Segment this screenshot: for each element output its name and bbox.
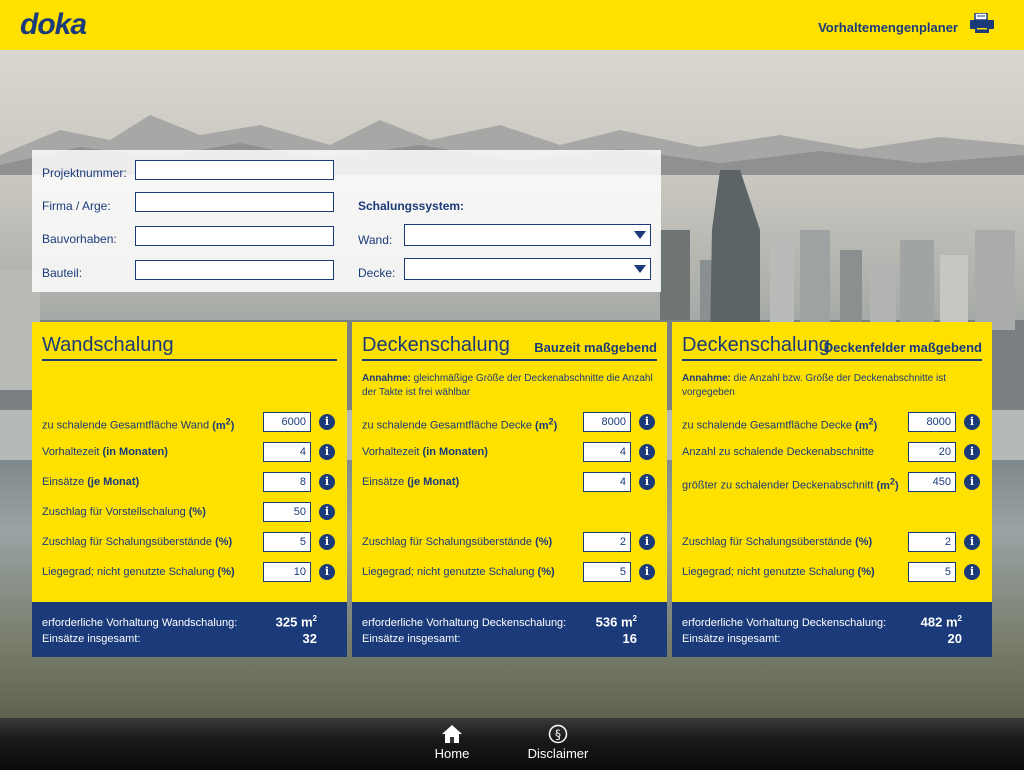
decke1-row-gesamtflaeche xyxy=(362,412,657,434)
row-label: Zuschlag für Vorstellschalung xyxy=(42,506,186,518)
wand-label: Wand: xyxy=(358,233,393,247)
result-number: 482 xyxy=(920,614,943,630)
row-unit: (in Monaten) xyxy=(102,446,168,458)
result-number: 536 xyxy=(595,614,618,630)
info-icon[interactable]: i xyxy=(319,414,335,430)
info-icon[interactable]: i xyxy=(319,504,335,520)
info-icon[interactable]: i xyxy=(639,474,655,490)
annahme-note xyxy=(362,372,657,400)
result-wandschalung xyxy=(32,602,347,657)
info-icon[interactable]: i xyxy=(964,564,980,580)
panel-deckenschalung-deckenfelder xyxy=(672,322,992,602)
unit-sup: 2 xyxy=(868,416,874,426)
decke1-row-einsaetze xyxy=(362,472,657,494)
decke2-row-gesamtflaeche xyxy=(682,412,982,434)
wand-row-vorhaltezeit xyxy=(42,442,337,464)
wand-row-einsaetze xyxy=(42,472,337,494)
einsaetze-label: Einsätze insgesamt: xyxy=(42,633,141,645)
row-label: zu schalende Gesamtfläche Decke xyxy=(682,419,852,432)
decke2-row-anzahl xyxy=(682,442,982,464)
projektnummer-label: Projektnummer: xyxy=(42,166,127,180)
wand-vorhaltezeit-input[interactable]: 4 xyxy=(263,442,311,462)
einsaetze-value: 20 xyxy=(947,631,962,646)
wand-vorstellschalung-input[interactable]: 50 xyxy=(263,502,311,522)
footer-tabbar xyxy=(0,718,1024,770)
tab-home-label: Home xyxy=(434,746,470,761)
result-unit: m xyxy=(620,614,633,630)
row-unit: (%) xyxy=(857,566,875,578)
paragraph-icon xyxy=(548,724,568,744)
info-icon[interactable]: i xyxy=(319,474,335,490)
note-text: gleichmäßige Größe der Deckenabschnitte die Anzahl der Takte ist frei wählbar xyxy=(362,373,653,398)
unit-sup: 2 xyxy=(548,416,554,426)
row-unit: (%) xyxy=(215,536,233,548)
panel-subtitle: Deckenfelder maßgebend xyxy=(823,340,982,355)
decke1-ueberstaende-input[interactable]: 2 xyxy=(583,532,631,552)
decke2-row-ueberstaende xyxy=(682,532,982,554)
einsaetze-label: Einsätze insgesamt: xyxy=(362,633,461,645)
info-icon[interactable]: i xyxy=(964,534,980,550)
wand-einsaetze-input[interactable]: 8 xyxy=(263,472,311,492)
row-unit: (%) xyxy=(855,536,873,548)
decke1-einsaetze-input[interactable]: 4 xyxy=(583,472,631,492)
info-icon[interactable]: i xyxy=(319,564,335,580)
panel-title: Wandschalung xyxy=(42,334,174,356)
unit-post: ) xyxy=(230,419,235,432)
panel-divider xyxy=(42,359,337,361)
info-icon[interactable]: i xyxy=(639,444,655,460)
decke1-liegegrad-input[interactable]: 5 xyxy=(583,562,631,582)
wand-row-vorstellschalung xyxy=(42,502,337,524)
bauvorhaben-input[interactable] xyxy=(135,226,334,246)
decke1-row-ueberstaende xyxy=(362,532,657,554)
info-icon[interactable]: i xyxy=(319,534,335,550)
row-label: Liegegrad; nicht genutzte Schalung xyxy=(682,566,855,578)
firma-label: Firma / Arge: xyxy=(42,199,111,213)
wand-row-ueberstaende xyxy=(42,532,337,554)
info-icon[interactable]: i xyxy=(964,444,980,460)
decke2-liegegrad-input[interactable]: 5 xyxy=(908,562,956,582)
note-bold: Annahme: xyxy=(682,373,731,384)
annahme-note xyxy=(682,372,982,400)
decke2-gesamtflaeche-input[interactable]: 8000 xyxy=(908,412,956,432)
unit-pre: (m xyxy=(855,419,869,432)
row-label: Zuschlag für Schalungsüberstände xyxy=(362,536,532,548)
bauteil-input[interactable] xyxy=(135,260,334,280)
panel-title: Deckenschalung xyxy=(682,334,830,356)
info-icon[interactable]: i xyxy=(964,474,980,490)
decke1-gesamtflaeche-input[interactable]: 8000 xyxy=(583,412,631,432)
row-unit: (in Monaten) xyxy=(422,446,488,458)
wand-liegegrad-input[interactable]: 10 xyxy=(263,562,311,582)
result-deckenschalung-deckenfelder xyxy=(672,602,992,657)
wand-gesamtflaeche-input[interactable]: 6000 xyxy=(263,412,311,432)
result-label: erforderliche Vorhaltung Wandschalung: xyxy=(42,617,238,629)
info-icon[interactable]: i xyxy=(639,534,655,550)
decke2-row-groesster-abschnitt xyxy=(682,472,982,494)
row-label: zu schalende Gesamtfläche Decke xyxy=(362,419,532,432)
panel-title: Deckenschalung xyxy=(362,334,510,356)
row-label: Zuschlag für Schalungsüberstände xyxy=(42,536,212,548)
row-unit: (je Monat) xyxy=(407,476,460,488)
panel-subtitle: Bauzeit maßgebend xyxy=(534,340,657,355)
home-icon xyxy=(441,724,463,744)
note-text: die Anzahl bzw. Größe der Deckenabschnitte ist vorgegeben xyxy=(682,373,947,398)
result-value xyxy=(276,614,317,629)
result-value xyxy=(596,614,637,629)
result-unit-sup: 2 xyxy=(957,614,962,623)
unit-post: ) xyxy=(873,419,878,432)
app-title: Vorhaltemengenplaner xyxy=(818,20,958,35)
unit-post: ) xyxy=(553,419,558,432)
row-unit: (%) xyxy=(537,566,555,578)
decke-select[interactable] xyxy=(404,258,651,280)
wand-select[interactable] xyxy=(404,224,651,246)
row-label: Einsätze xyxy=(362,476,405,488)
result-value xyxy=(921,614,962,629)
decke2-row-liegegrad xyxy=(682,562,982,584)
app-header xyxy=(0,0,1024,50)
info-icon[interactable]: i xyxy=(639,564,655,580)
row-unit: (je Monat) xyxy=(87,476,140,488)
bauvorhaben-label: Bauvorhaben: xyxy=(42,232,117,246)
wand-row-gesamtflaeche xyxy=(42,412,337,434)
decke1-vorhaltezeit-input[interactable]: 4 xyxy=(583,442,631,462)
row-unit: (%) xyxy=(535,536,553,548)
decke1-row-liegegrad xyxy=(362,562,657,584)
row-label: zu schalende Gesamtfläche Wand xyxy=(42,419,210,432)
row-label: Liegegrad; nicht genutzte Schalung xyxy=(42,566,215,578)
panel-divider xyxy=(362,359,657,361)
unit-pre: (m xyxy=(212,419,226,432)
tab-disclaimer-label: Disclaimer xyxy=(527,746,589,761)
panel-divider xyxy=(682,359,982,361)
result-label: erforderliche Vorhaltung Deckenschalung: xyxy=(362,617,567,629)
firma-input[interactable] xyxy=(135,192,334,212)
row-label: Einsätze xyxy=(42,476,85,488)
tab-disclaimer[interactable] xyxy=(526,724,590,761)
info-icon[interactable]: i xyxy=(964,414,980,430)
info-icon[interactable]: i xyxy=(639,414,655,430)
decke1-row-vorhaltezeit xyxy=(362,442,657,464)
projektnummer-input[interactable] xyxy=(135,160,334,180)
result-deckenschalung-bauzeit xyxy=(352,602,667,657)
result-number: 325 xyxy=(275,614,298,630)
result-label: erforderliche Vorhaltung Deckenschalung: xyxy=(682,617,887,629)
unit-post: ) xyxy=(895,479,899,492)
result-unit: m xyxy=(945,614,958,630)
printer-icon[interactable] xyxy=(970,13,994,33)
einsaetze-label: Einsätze insgesamt: xyxy=(682,633,781,645)
unit-sup: 2 xyxy=(225,416,231,426)
einsaetze-value: 32 xyxy=(302,631,317,646)
wand-row-liegegrad xyxy=(42,562,337,584)
row-unit: (%) xyxy=(217,566,235,578)
svg-text:§: § xyxy=(555,727,561,742)
result-unit-sup: 2 xyxy=(632,614,637,623)
decke2-groesster-abschnitt-input[interactable]: 450 xyxy=(908,472,956,492)
decke2-anzahl-input[interactable]: 20 xyxy=(908,442,956,462)
row-label: Zuschlag für Schalungsüberstände xyxy=(682,536,852,548)
doka-logo[interactable]: doka xyxy=(20,8,87,41)
row-label: Vorhaltezeit xyxy=(362,446,420,458)
schalungssystem-title: Schalungssystem: xyxy=(358,199,465,213)
wand-ueberstaende-input[interactable]: 5 xyxy=(263,532,311,552)
unit-sup: 2 xyxy=(889,476,895,486)
dropdown-arrow-icon xyxy=(634,231,646,239)
panel-deckenschalung-bauzeit xyxy=(352,322,667,602)
tab-home[interactable] xyxy=(430,724,474,761)
dropdown-arrow-icon xyxy=(634,265,646,273)
einsaetze-value: 16 xyxy=(622,631,637,646)
row-unit: (%) xyxy=(188,506,206,518)
decke2-ueberstaende-input[interactable]: 2 xyxy=(908,532,956,552)
row-label: größter zu schalender Deckenabschnitt xyxy=(682,479,874,492)
row-label: Vorhaltezeit xyxy=(42,446,100,458)
info-icon[interactable]: i xyxy=(319,444,335,460)
result-unit-sup: 2 xyxy=(312,614,317,623)
unit-pre: (m xyxy=(535,419,549,432)
bauteil-label: Bauteil: xyxy=(42,266,83,280)
row-label: Liegegrad; nicht genutzte Schalung xyxy=(362,566,535,578)
result-unit: m xyxy=(300,614,313,630)
unit-pre: (m xyxy=(876,479,890,492)
decke-label: Decke: xyxy=(358,266,396,280)
row-label: Anzahl zu schalende Deckenabschnitte xyxy=(682,446,875,458)
note-bold: Annahme: xyxy=(362,373,411,384)
panel-wandschalung xyxy=(32,322,347,602)
project-form xyxy=(32,150,661,292)
